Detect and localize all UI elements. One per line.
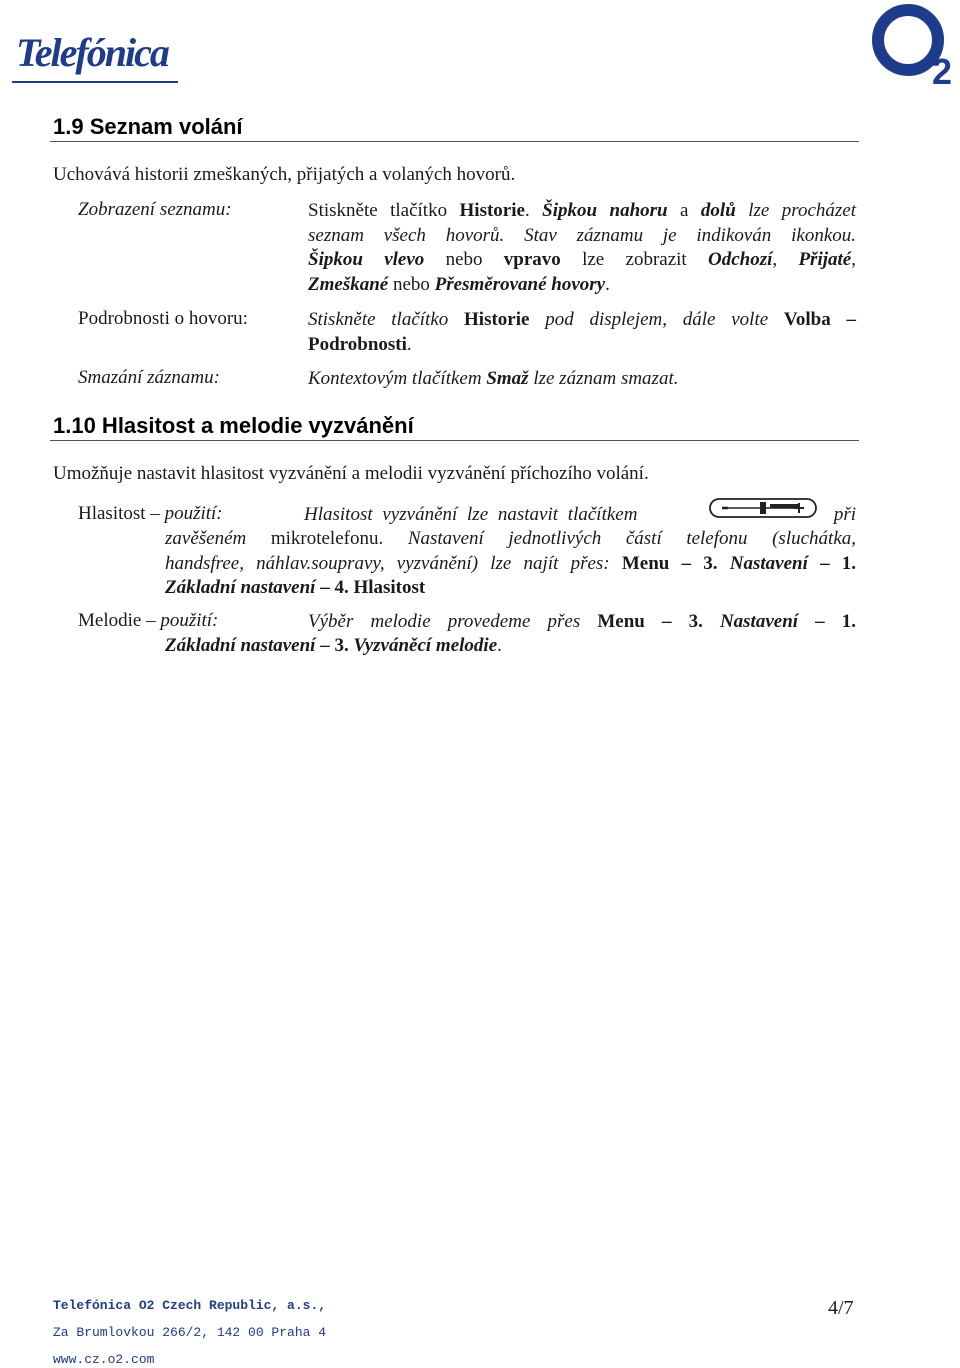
desc-line: zavěšeném mikrotelefonu. Nastavení jednotlivých částí telefonu (sluchátka,: [165, 528, 857, 549]
page-number: 4/7: [828, 1297, 854, 1319]
section-intro: Umožňuje nastavit hlasitost vyzvánění a melodii vyzvánění příchozího volání.: [53, 463, 649, 484]
desc-smazani: [308, 367, 856, 392]
section-intro: Uchovává historii zmeškaných, přijatých a volaných hovorů.: [53, 164, 516, 185]
label-podrobnosti: Podrobnosti o hovoru:: [78, 308, 248, 329]
volume-rocker-icon: [708, 497, 818, 521]
svg-text:2: 2: [932, 51, 953, 90]
desc-line: Stiskněte tlačítko Historie pod displejem, dále volte Volba –: [308, 309, 856, 330]
svg-text:Telefónica: Telefónica: [16, 30, 168, 75]
section-title-1-10: 1.10 Hlasitost a melodie vyzvánění: [53, 413, 414, 438]
footer-company: Telefónica O2 Czech Republic, a.s.,: [53, 1298, 327, 1313]
desc-line: Základní nastavení – 3. Vyzváněcí melodie.: [165, 635, 502, 656]
section-title-1-9: 1.9 Seznam volání: [53, 114, 243, 139]
desc-melodie-line1: [308, 610, 856, 635]
desc-line: Podrobnosti.: [308, 333, 412, 355]
desc-line: Zmeškané nebo Přesměrované hovory.: [308, 273, 610, 295]
desc-line: Výběr melodie provedeme přes Menu – 3. Nastavení – 1.: [308, 611, 857, 632]
label-hlasitost: Hlasitost – použití:: [78, 503, 223, 524]
desc-line: seznam všech hovorů. Stav záznamu je indikován ikonkou.: [308, 224, 856, 246]
section-rule: [50, 440, 859, 441]
desc-line: Kontextovým tlačítkem Smaž lze záznam smazat.: [308, 368, 679, 389]
label-melodie: Melodie – použití:: [78, 610, 219, 631]
footer-web[interactable]: www.cz.o2.com: [53, 1352, 155, 1367]
footer-address: Za Brumlovkou 266/2, 142 00 Praha 4: [53, 1325, 327, 1340]
o2-logo: [868, 0, 960, 90]
label-zobrazeni: Zobrazení seznamu:: [78, 199, 232, 220]
telefonica-logo: [12, 28, 182, 88]
section-rule: [50, 141, 859, 142]
desc-line: handsfree, náhlav.soupravy, vyzvánění) lze najít přes: Menu – 3. Nastavení – 1.: [165, 552, 857, 574]
desc-melodie: [165, 634, 856, 659]
label-smazani: Smazání záznamu:: [78, 367, 220, 388]
desc-line: Stiskněte tlačítko Historie. Šipkou nahoru a dolů lze procházet: [308, 200, 856, 221]
desc-hlasitost: [165, 527, 856, 601]
desc-zobrazeni: [308, 199, 856, 297]
desc-podrobnosti: [308, 308, 856, 357]
desc-line: Základní nastavení – 4. Hlasitost: [165, 577, 426, 598]
desc-line: Šipkou vlevo nebo vpravo lze zobrazit Odchozí, Přijaté,: [308, 249, 856, 270]
